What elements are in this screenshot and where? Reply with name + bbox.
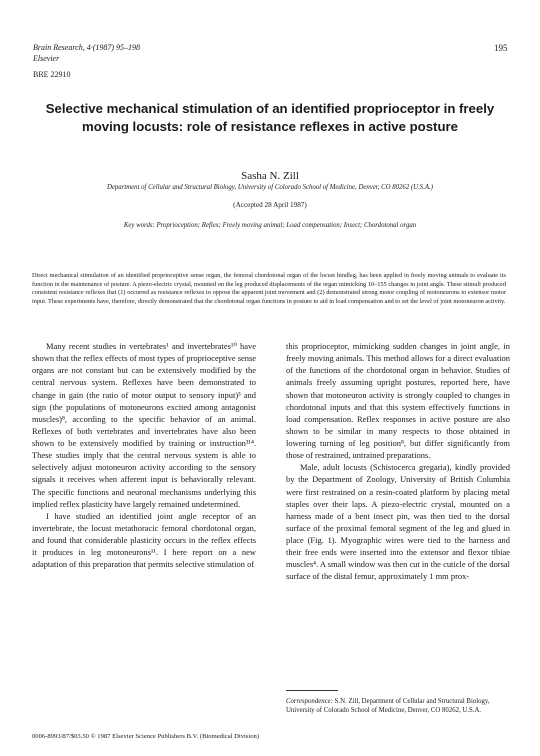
article-title: Selective mechanical stimulation of an identified proprioceptor in freely moving locusts: role of resistance reflexes in active posture	[45, 101, 495, 134]
accepted-date: (Accepted 28 April 1987)	[233, 201, 307, 209]
author-affiliation: Department of Cellular and Structural Biology, University of Colorado School of Medicine, Denver, CO 80262 (U.S.A.)	[106, 184, 434, 191]
paragraph: this proprioceptor, mimicking sudden changes in joint angle, in freely moving animals. This method allows for a direct evaluation of the functions of the chordotonal organ in behavior. Studies of animals freely assuming upright postures, reported here, have shown that motoneuron activity is strongly coupled to changes in chordotonal inputs and that this system effectively functions in load compensation. Reflex responses in active posture are also shown to be similar in many respects to those obtained in lowering turning of leg position⁸, but differ significantly from those of restrained, untrained preparations.	[286, 341, 510, 461]
abstract: Direct mechanical stimulation of an identified proprioceptive sense organ, the femoral chordotonal organ of the locust hindleg, has been applied in freely moving animals to evaluate its function in the maintenance of posture. A piezo-electric crystal, mounted on the leg produced displacements of the organ mimicking 10–155 changes in joint angle. These stimuli produced consistent resistance reflexes that (1) occurred as resistance reflexes to oppose the apparent joint movement and (2) demonstrated strong motor coupling of motoneurons to extensor motor input. These experiments have, therefore, directly demonstrated that the chordotonal organ functions in posture to aid in load compensation and to set the level of joint motoneuron activity.	[32, 272, 506, 306]
article-author: Sasha N. Zill	[241, 170, 299, 182]
footnote-divider	[286, 690, 338, 691]
correspondence-footnote	[286, 697, 510, 715]
paragraph: Many recent studies in vertebrates¹ and invertebrates¹⁰ have shown that the reflex effects of most types of proprioceptive sense organs are not constant but can be extensively modified by the central nervous system. Reflexes have been demonstrated to change in gain (the ratio of motor output to sensory input)³ and sign (the populations of motoneurons excited among antagonist muscles)⁸, according to the specific behavior of an animal. Reflexes of both vertebrates and invertebrates have also been shown to be extensively modified by training or instruction³¹⁴. These studies imply that the central nervous system is able to selectively adjust motoneuron activity according to the sensory signals it receives when afferent input is behaviorally relevant. The specific functions and neuronal mechanisms underlying this implied reflex plasticity have largely remained undetermined.	[32, 341, 256, 509]
body-column-left	[32, 340, 256, 570]
footnote-text: S.N. Zill, Department of Cellular and Structural Biology, University of Colorado School of Medicine, Denver, CO 80262, U.S.A.	[286, 698, 490, 714]
footnote-label: Correspondence:	[286, 698, 333, 705]
article-code: BRE 22910	[33, 70, 71, 79]
publisher: Elsevier	[33, 54, 60, 63]
paragraph: Male, adult locusts (Schistocerca gregaria), kindly provided by the Department of Zoology, University of British Columbia were first restrained on a resin-coated platform by placing metal staples over their laps. A piezo-electric crystal, mounted on a harness made of a bent insect pin, was then tied to the dorsal surface of the proximal femoral segment of the leg and glued in place (Fig. 1). Myographic wires were tied to the harness and their free ends were inserted into the extensor and flexor tibiae muscles⁴. A small window was then cut in the cuticle of the dorsal surface of the distal femur, approximately 1 mm prox-	[286, 462, 510, 582]
copyright-line: 0006-8993/87/$03.50 © 1987 Elsevier Science Publishers B.V. (Biomedical Division)	[32, 733, 260, 740]
body-column-right	[286, 340, 510, 583]
journal-citation: Brain Research, 4·(1987) 95–198	[33, 43, 141, 52]
page-number: 195	[494, 43, 508, 53]
keywords: Key words: Proprioception; Reflex; Freely moving animal; Load compensation; Insect; Chordotonal organ	[123, 222, 417, 229]
paragraph: I have studied an identified joint angle receptor of an invertebrate, the locust metathoracic femoral chordotonal organ, and found that considerable plasticity occurs in the reflex effects it produces in leg motoneurons¹¹. I here report on a new adaptation of this preparation that permits selective stimulation of	[32, 510, 256, 570]
